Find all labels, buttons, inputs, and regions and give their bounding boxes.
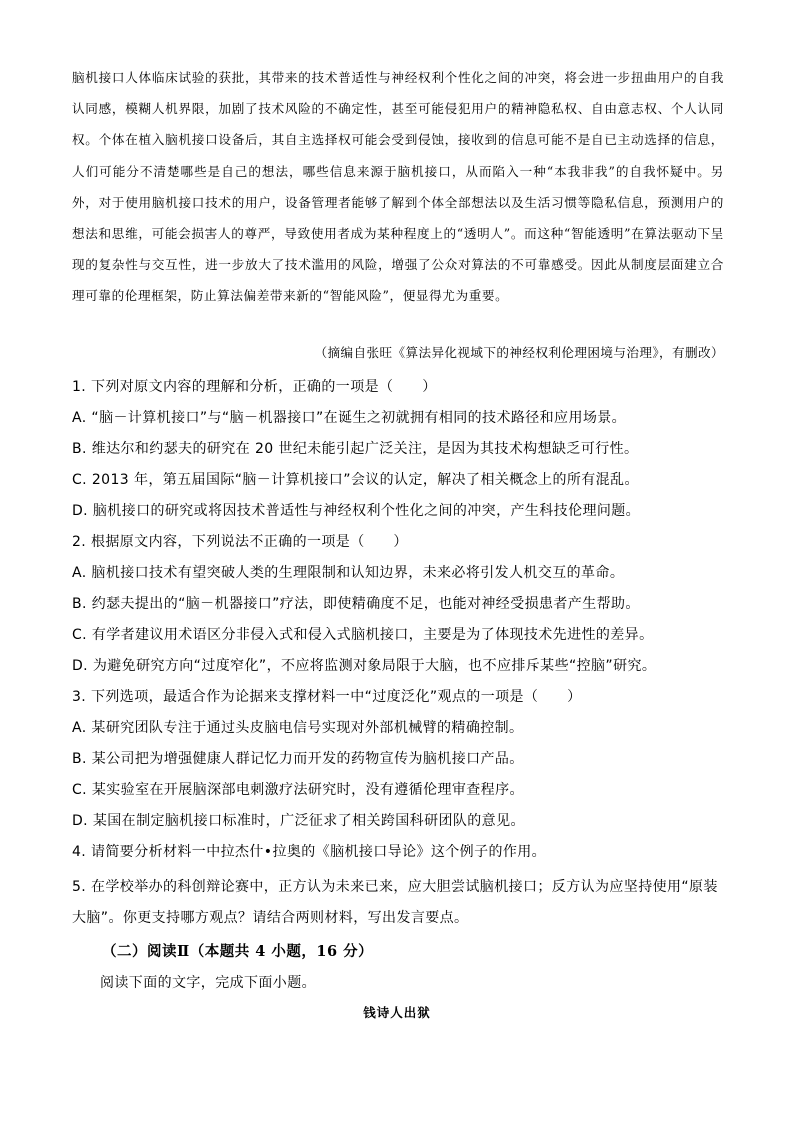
question-3-option-d: D. 某国在制定脑机接口标准时，广泛征求了相关跨国科研团队的意见。 xyxy=(72,813,525,829)
question-2-stem: 2. 根据原文内容，下列说法不正确的一项是（ ） xyxy=(72,534,408,550)
question-1-option-c: C. 2013 年，第五届国际“脑－计算机接口”会议的认定，解决了相关概念上的所有混乱。 xyxy=(72,472,639,488)
poem-title: 钱诗人出狱 xyxy=(363,1005,431,1020)
question-2-option-a: A. 脑机接口技术有望突破人类的生理限制和认知边界，未来必将引发人机交互的革命。 xyxy=(72,565,625,581)
question-1-option-a: A. “脑－计算机接口”与“脑－机器接口”在诞生之初就拥有相同的技术路径和应用场景。 xyxy=(72,410,627,426)
question-3-option-c: C. 某实验室在开展脑深部电刺激疗法研究时，没有遵循伦理审查程序。 xyxy=(72,782,524,798)
question-1-option-d: D. 脑机接口的研究或将因技术普适性与神经权利个性化之间的冲突，产生科技伦理问题。 xyxy=(72,503,641,519)
question-3-option-a: A. 某研究团队专注于通过头皮脑电信号实现对外部机械臂的精确控制。 xyxy=(72,720,524,736)
reading-instruction: 阅读下面的文字，完成下面小题。 xyxy=(100,975,316,991)
source-citation: （摘编自张旺《算法异化视域下的神经权利伦理困境与治理》，有删改） xyxy=(314,345,724,360)
question-2-option-d: D. 为避免研究方向“过度窄化”，不应将监测对象局限于大脑，也不应排斥某些“控脑”研究。 xyxy=(72,658,657,674)
question-5-stem: 5. 在学校举办的科创辩论赛中，正方认为未来已来，应大胆尝试脑机接口；反方认为应坚持使用“原装大脑”。你更支持哪方观点？请结合两则材料，写出发言要点。 xyxy=(72,879,718,926)
question-1-option-b: B. 维达尔和约瑟夫的研究在 20 世纪未能引起广泛关注，是因为其技术构想缺乏可行性。 xyxy=(72,441,639,457)
question-3-stem: 3. 下列选项，最适合作为论据来支撑材料一中“过度泛化”观点的一项是（ ） xyxy=(72,689,582,705)
question-2-option-c: C. 有学者建议用术语区分非侵入式和侵入式脑机接口，主要是为了体现技术先进性的差异。 xyxy=(72,627,654,643)
reading-passage: 脑机接口人体临床试验的获批，其带来的技术普适性与神经权利个性化之间的冲突，将会进一步扭曲用户的自我认同感，模糊人机界限，加剧了技术风险的不确定性，甚至可能侵犯用户的精神隐私权、自由意志权、个人认同权。个体在植入脑机接口设备后，其自主选择权可能会受到侵蚀，接收到的信息可能不是自已主动选择的信息，人们可能分不清楚哪些是自己的想法，哪些信息来源于脑机接口，从而陷入一种“本我非我”的自我怀疑中。另外，对于使用脑机接口技术的用户，设备管理者能够了解到个体全部想法以及生活习惯等隐私信息，预测用户的想法和思维，可能会损害人的尊严，导致使用者成为某种程度上的“透明人”。而这种“智能透明”在算法驱动下呈现的复杂性与交互性，进一步放大了技术滥用的风险，增强了公众对算法的不可靠感受。因此从制度层面建立合理可靠的伦理框架，防止算法偏差带来新的“智能风险”，便显得尤为重要。 xyxy=(72,70,724,304)
question-4-stem: 4. 请简要分析材料一中拉杰什•拉奥的《脑机接口导论》这个例子的作用。 xyxy=(72,844,547,860)
question-1-stem: 1. 下列对原文内容的理解和分析，正确的一项是（ ） xyxy=(72,379,437,395)
question-3-option-b: B. 某公司把为增强健康人群记忆力而开发的药物宣传为脑机接口产品。 xyxy=(72,751,524,767)
question-2-option-b: B. 约瑟夫提出的“脑－机器接口”疗法，即使精确度不足，也能对神经受损患者产生帮助。 xyxy=(72,596,640,612)
question-list xyxy=(72,376,724,934)
section-heading: （二）阅读Ⅱ（本题共 4 小题，16 分） xyxy=(102,943,374,960)
